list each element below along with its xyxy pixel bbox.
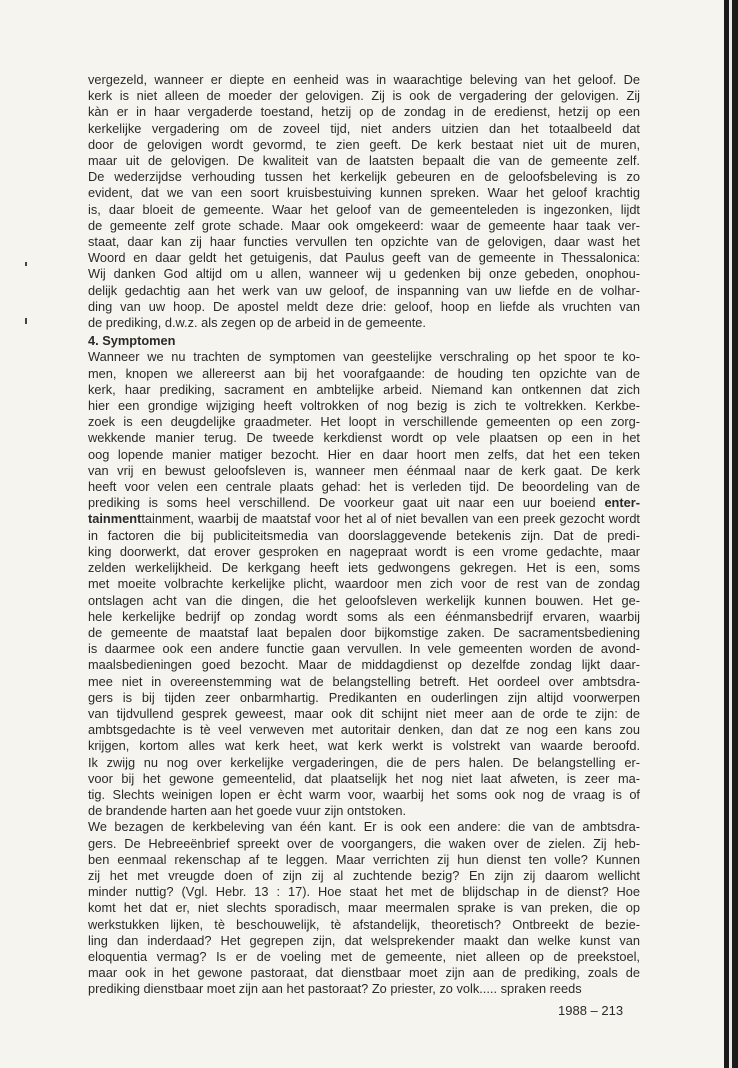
body-text — [88, 72, 640, 998]
text-line-content: eloquentia vermag? Is er de voeling met de gemeente, niet alleen op de preekstoel, — [88, 948, 640, 964]
text-line-content: van vrij en bewust geloofsleven is, wanneer men éénmaal naar de kerk gaat. De kerk — [88, 462, 640, 478]
text-line-content: zoek is een deugdelijke graadmeter. Het loopt in verschillende gemeenten op een zorg- — [88, 414, 640, 430]
text-line-content: evident, dat we van een soort kruisbestuiving kunnen spreken. Waar het geloof krachtig — [88, 185, 640, 201]
page-number: 1988 – 213 — [558, 1003, 624, 1018]
text-line — [88, 349, 640, 365]
text-line — [88, 218, 640, 234]
scan-mark — [25, 262, 27, 266]
text-line — [88, 315, 640, 331]
text-line-content: werkstukken lijken, tè beschouwelijk, tè afstandelijk, theoretisch? Ontbreekt de bezie- — [88, 916, 640, 932]
scan-border-highlight — [729, 0, 732, 1068]
text-line — [88, 234, 640, 250]
text-line-content: minder nuttig? (Vgl. Hebr. 13 : 17). Hoe staat het met de blijdschap in de dienst? Hoe — [88, 884, 640, 900]
text-line — [88, 771, 640, 787]
text-line — [88, 884, 640, 900]
text-line-content: gers is bij tijden zeer onbarmhartig. Predikanten en ouderlingen zijn altijd voorwerpen — [88, 689, 640, 705]
text-line-content: maar ook in het gewone pastoraat, dat dienstbaar moet zijn aan de prediking, zoals de — [88, 965, 640, 981]
text-line — [88, 900, 640, 916]
text-line — [88, 917, 640, 933]
text-line — [88, 283, 640, 299]
text-line — [88, 949, 640, 965]
text-line — [88, 88, 640, 104]
text-line-content: staat, daar kan zij haar functies vervullen ten opzichte van de gelovigen, daar wast het — [88, 234, 640, 250]
text-line — [88, 447, 640, 463]
text-line — [88, 965, 640, 981]
text-line — [88, 299, 640, 315]
text-line — [88, 366, 640, 382]
text-line-content: Wanneer we nu trachten de symptomen van geestelijke verschraling op het spoor te ko- — [88, 349, 640, 365]
text-line-content: men, knopen we allereerst aan bij het voorafgaande: de houding ten opzichte van de — [88, 365, 640, 381]
text-line-content: van tijdvullend gesprek geweest, maar ook dit schijnt niet meer aan de orde te zijn: de — [88, 705, 640, 721]
text-line-content: komt het dat er, niet slechts sporadisch, maar meermalen sprake is van preken, die op — [88, 900, 640, 916]
text-line — [88, 250, 640, 266]
text-line — [88, 121, 640, 137]
text-line-content: maar uit de gelovigen. De kwaliteit van de laatsten bepaalt die van de gemeente zelf. — [88, 153, 640, 169]
text-line — [88, 657, 640, 673]
paragraph-section-1 — [88, 72, 640, 331]
text-line — [88, 593, 640, 609]
text-line — [88, 609, 640, 625]
text-line — [88, 479, 640, 495]
text-line-content: Wij danken God altijd om u allen, wanneer wij u gedenken bij onze gebeden, onophou- — [88, 266, 640, 282]
text-line — [88, 641, 640, 657]
text-line — [88, 544, 640, 560]
text-line — [88, 868, 640, 884]
text-line-content: in factoren die bij publiciteitsmedia van doorslaggevende betekenis zijn. Dat de predi- — [88, 527, 640, 543]
text-line-content: kerkelijke vergadering om de zoveel tijd, niet anders uitzien dan het totaalbeeld dat — [88, 120, 640, 136]
section-heading: 4. Symptomen — [88, 333, 176, 349]
text-line — [88, 819, 640, 835]
text-line-content: krijgen, kortom alles wat kerk heet, wat kerk werkt is volstrekt van waarde beroofd. — [88, 738, 640, 754]
text-line-content: ben eenmaal rekenschap af te leggen. Maar verrichten zij hun dienst ten volle? Kunnen — [88, 851, 640, 867]
text-line — [88, 382, 640, 398]
text-line — [88, 981, 640, 997]
text-line-content: hele kerkelijke bedrijf op zondag wordt soms als een éénmansbedrijf ervaren, waarbij — [88, 608, 640, 624]
scan-mark — [25, 318, 27, 324]
text-line-content: is, daar bloeit de gemeente. Waar het geloof van de gemeenteleden is ingezonken, lijdt — [88, 201, 640, 217]
text-line — [88, 690, 640, 706]
text-line-content: ding van uw hoop. De apostel meldt deze drie: geloof, hoop en liefde als vruchten van — [88, 298, 640, 314]
bold-term: enter- — [604, 495, 640, 511]
text-line-content: ambtsgedachte is tè veel verweven met autoritair denken, dan dat ze nog een kans zou — [88, 722, 640, 738]
text-line — [88, 722, 640, 738]
text-line-content: kerk is niet alleen de moeder der gelovigen. Zij is ook de vergadering der gelovigen. Zij — [88, 88, 640, 104]
text-line-content: ling dan inderdaad? Het gegrepen zijn, dat welsprekender maakt dan welke kunst van — [88, 932, 640, 948]
text-line — [88, 398, 640, 414]
text-line — [88, 755, 640, 771]
text-line — [88, 933, 640, 949]
text-line — [88, 137, 640, 153]
text-line-content: vergezeld, wanneer er diepte en eenheid was in waarachtige beleving van het geloof. De — [88, 72, 640, 87]
text-line-content: maalsbedieningen goed bezocht. Maar de middagdienst op dezelfde zondag lijkt daar- — [88, 657, 640, 673]
text-line — [88, 852, 640, 868]
paragraph-section-2a — [88, 349, 640, 819]
text-line-content: kerk, haar prediking, sacrament en ambtelijke arbeid. Niemand kan ontkennen dat zich — [88, 381, 640, 397]
text-line-content: tig. Slechts weinigen lopen er ècht warm voor, waarbij het soms ook nog de vraag is of — [88, 786, 640, 802]
text-line-content: de gemeente zelf grote schade. Maar ook omgekeerd: waar de gemeente haar taak ver- — [88, 217, 640, 233]
text-line — [88, 104, 640, 120]
text-line-content: Ik zwijg nu nog over kerkelijke vergaderingen, die de pers halen. De belangstelling er- — [88, 754, 640, 770]
text-line — [88, 738, 640, 754]
text-line-content: kàn er in haar vergaderde toestand, hetzij op de zondag in de eredienst, hetzij op een — [88, 104, 640, 120]
text-line — [88, 495, 640, 511]
text-line — [88, 414, 640, 430]
text-line — [88, 836, 640, 852]
text-line-content: prediking dienstbaar moet zijn aan het pastoraat? Zo priester, zo volk..... spraken reeds — [88, 981, 582, 997]
text-line-content: oog lopende manier matiger bezocht. Hier en daar hoort men zelfs, dat het een teken — [88, 446, 640, 462]
text-line — [88, 202, 640, 218]
text-line — [88, 430, 640, 446]
text-line-content: king doorwerkt, dat erover gesproken en nagepraat wordt is een vrome gedachte, maar — [88, 543, 640, 559]
text-line-content: met moeite volbrachte kerkelijke plicht, waardoor men zich voor de rest van de zondag — [88, 576, 640, 592]
text-line-content: zelden werkelijkheid. De kerkgang heeft iets gedwongens gekregen. Het is een, soms — [88, 560, 640, 576]
text-line — [88, 511, 640, 527]
text-line — [88, 706, 640, 722]
text-line — [88, 153, 640, 169]
text-line-content: tainment, waarbij de maatstaf voor het al of niet bevallen van een preek gezocht wordt — [141, 511, 640, 527]
text-line — [88, 560, 640, 576]
text-line — [88, 787, 640, 803]
text-line — [88, 625, 640, 641]
text-line-content: mee niet in overeenstemming wat de belangstelling betreft. Het oordeel over ambtsdra- — [88, 673, 640, 689]
text-line — [88, 169, 640, 185]
text-line — [88, 674, 640, 690]
text-line — [88, 576, 640, 592]
text-line-content: gers. De Hebreeënbrief spreekt over de voorgangers, die waken over de zielen. Zij heb- — [88, 835, 640, 851]
text-line-content: heeft voor velen een centrale plaats gehad: het is verleden tijd. De beoordeling van de — [88, 479, 640, 495]
text-line — [88, 463, 640, 479]
text-line — [88, 185, 640, 201]
text-line-content: ontslagen acht van die dingen, die het geloofsleven werkelijk kunnen bouwen. Het ge- — [88, 592, 640, 608]
text-line-content: hier een grondige wijziging heeft voltrokken of nog bezig is zich te voltrekken. Kerkbe- — [88, 398, 640, 414]
text-line-content: De wederzijdse verhouding tussen het kerkelijk gebeuren en de geloofsbeleving is zo — [88, 169, 640, 185]
paragraph-section-2b — [88, 819, 640, 997]
text-line — [88, 528, 640, 544]
text-line — [88, 72, 640, 88]
text-line-content: de prediking, d.w.z. als zegen op de arbeid in de gemeente. — [88, 315, 426, 331]
text-line-content: door de gelovigen wordt gevormd, te zien geeft. De kerk bestaat niet uit de muren, — [88, 136, 640, 152]
text-line-content: is daarmee ook een andere functie gaan vervullen. In vele gemeenten worden de avond- — [88, 641, 640, 657]
text-line — [88, 266, 640, 282]
text-line-content: delijk gedachtig aan het werk van uw geloof, de inspanning van uw liefde en de volhar- — [88, 282, 640, 298]
bold-term: tainment — [88, 511, 142, 527]
text-line-content: Woord en daar geldt het getuigenis, dat Paulus geeft van de gemeente in Thessalonica: — [88, 250, 640, 266]
text-line-content: wekkende manier terug. De tweede kerkdienst wordt op vele plaatsen op een in het — [88, 430, 640, 446]
text-line-content: de gemeente de maatstaf laat bepalen door bijkomstige zaken. De sacramentsbediening — [88, 624, 640, 640]
text-line-content: voor bij het gewone gemeentelid, dat plaatselijk het nog niet laat afweten, is zeer ma- — [88, 770, 640, 786]
text-line-content: de brandende harten aan het goede vuur zijn ontstoken. — [88, 803, 407, 819]
text-line-content: We bezagen de kerkbeleving van één kant. Er is ook een andere: die van de ambtsdra- — [88, 819, 640, 835]
text-line-content: zij het met vreugde doen of zijn zij al zuchtende bezig? En zijn zij daarom wellicht — [88, 867, 640, 883]
text-line — [88, 803, 640, 819]
text-line-content: prediking is soms heel verschillend. De voorkeur gaat uit naar een uur boeiend — [88, 495, 605, 511]
